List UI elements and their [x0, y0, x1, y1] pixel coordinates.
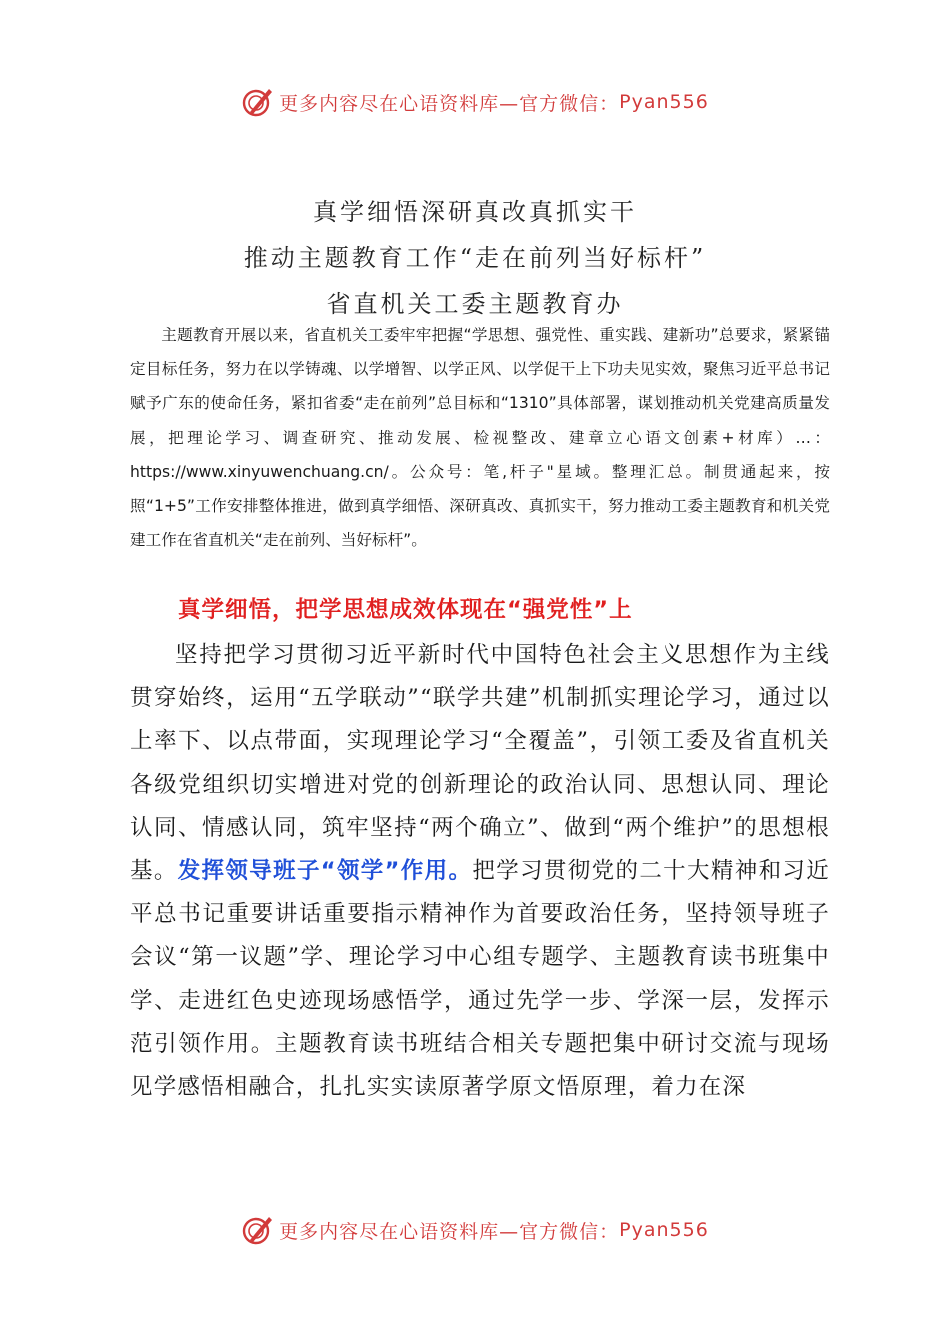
title-line-3: 省直机关工委主题教育办	[326, 290, 624, 318]
highlight-text: 发挥领导班子“领学”作用。	[177, 858, 473, 885]
pen-logo-icon	[241, 1213, 275, 1247]
banner-brand: Pyan556	[619, 91, 709, 113]
footer-banner	[0, 1210, 950, 1250]
pen-logo-icon	[241, 85, 275, 119]
intro-paragraph: 主题教育开展以来，省直机关工委牢牢把握“学思想、强党性、重实践、建新功”总要求，紧紧锚定目标任务，努力在以学铸魂、以学增智、以学正风、以学促干上下功夫见实效，聚焦习近平总书记赋予广东的使命任务，紧扣省委“走在前列”总目标和“1310”具体部署，谋划推动机关党建高质量发展，把理论学习、调查研究、推动发展、检视整改、建章立心语文创素+材库）…：https://www.xinyuwenchuang.cn/。公众号：笔,杆子"星域。整理汇总。制贯通起来，按照“1+5”工作安排整体推进，做到真学细悟、深研真改、真抓实干，努力推动工委主题教育和机关党建工作在省直机关“走在前列、当好标杆”。	[130, 326, 830, 550]
title-line-1: 真学细悟深研真改真抓实干	[313, 198, 637, 226]
title-line-2: 推动主题教育工作“走在前列当好标杆”	[243, 244, 707, 272]
header-banner	[0, 82, 950, 122]
banner-brand: Pyan556	[619, 1219, 709, 1241]
banner-text: 更多内容尽在心语资料库—官方微信：	[279, 92, 620, 115]
body-paragraph	[130, 634, 830, 1109]
section-heading: 真学细悟，把学思想成效体现在“强党性”上	[178, 597, 633, 623]
body-text-a: 坚持把学习贯彻习近平新时代中国特色社会主义思想作为主线贯穿始终，运用“五学联动”“联学共建”机制抓实理论学习，通过以上率下、以点带面，实现理论学习“全覆盖”，引领工委及省直机关各级党组织切实增进对党的创新理论的政治认同、思想认同、理论认同、情感认同，筑牢坚持“两个确立”、做到“两个维护”的思想根基。	[130, 642, 830, 885]
banner-text: 更多内容尽在心语资料库—官方微信：	[279, 1220, 620, 1243]
body-text-b: 把学习贯彻党的二十大精神和习近平总书记重要讲话重要指示精神作为首要政治任务，坚持领导班子会议“第一议题”学、理论学习中心组专题学、主题教育读书班集中学、走进红色史迹现场感悟学，通过先学一步、学深一层，发挥示范引领作用。主题教育读书班结合相关专题把集中研讨交流与现场见学感悟相融合，扎扎实实读原著学原文悟原理，着力在深	[130, 858, 830, 1101]
